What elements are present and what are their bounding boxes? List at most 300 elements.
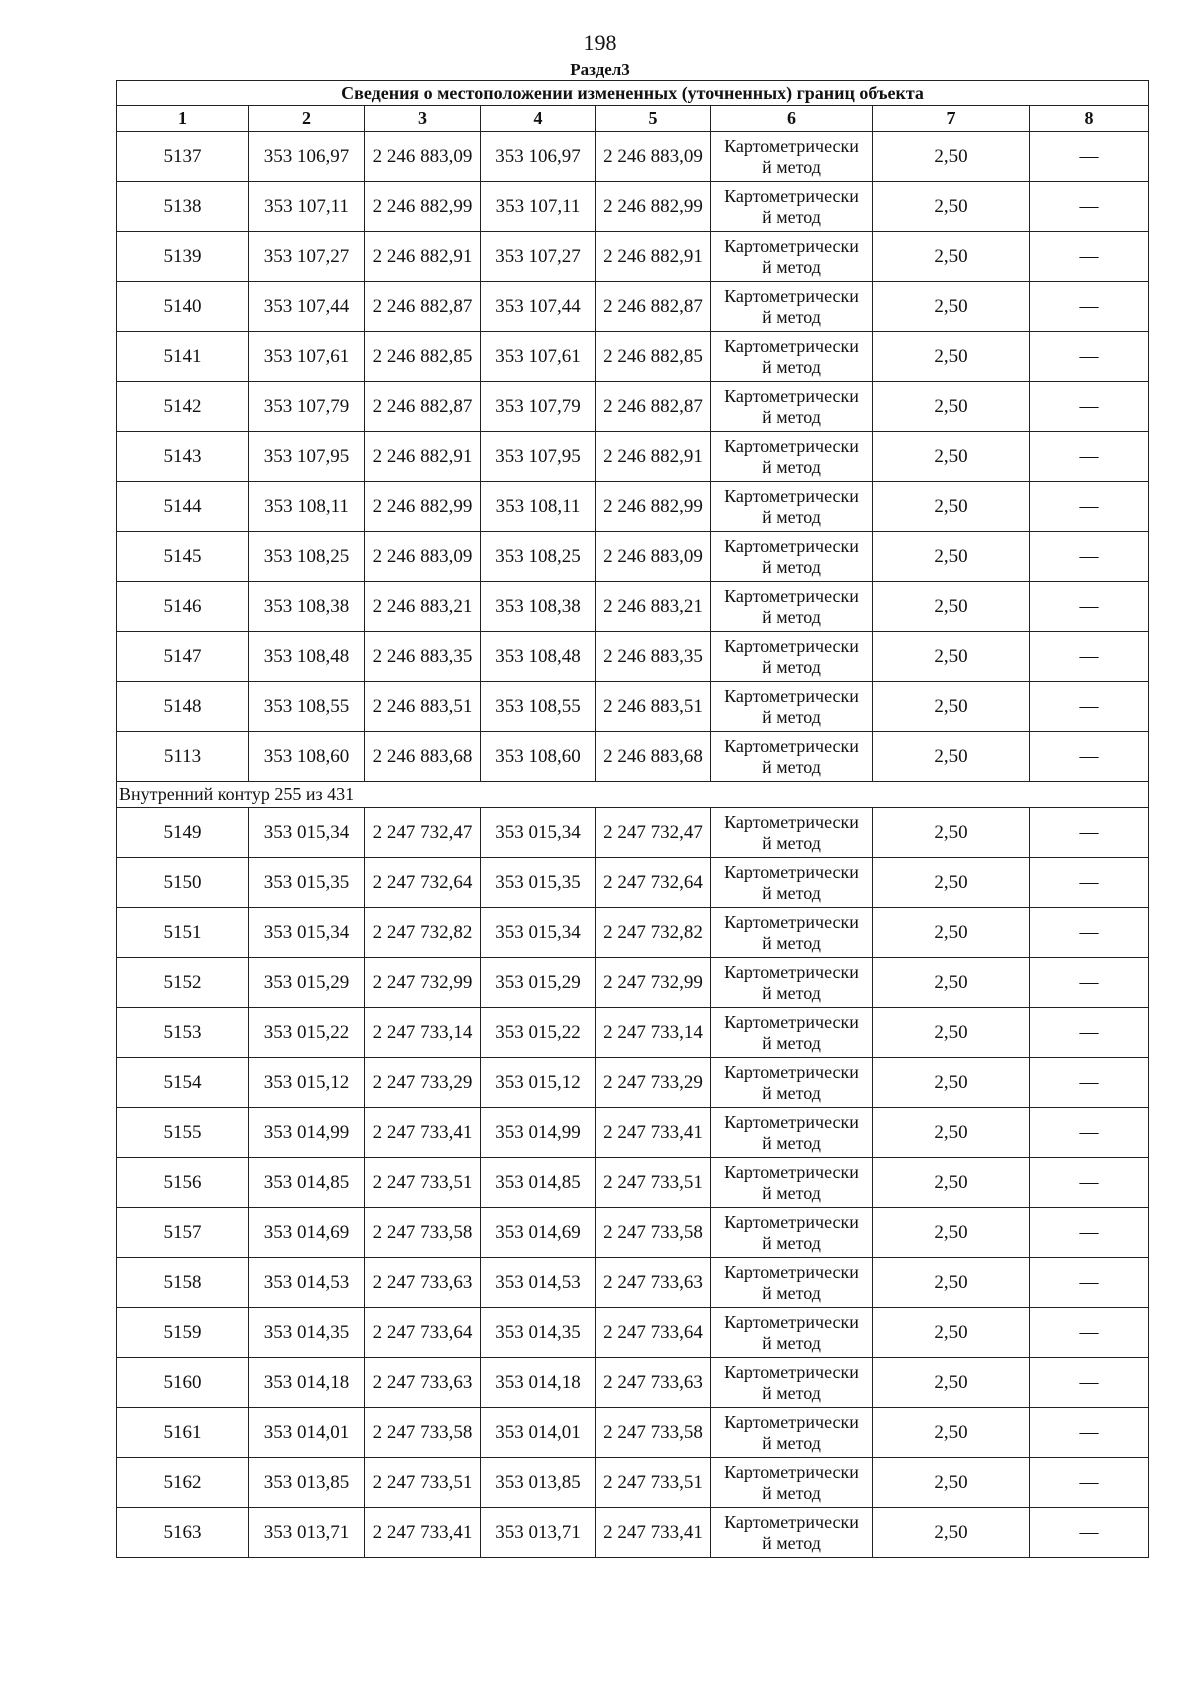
accuracy-cell: 2,50 xyxy=(873,682,1030,732)
method-line-1: Картометрически xyxy=(724,535,859,556)
accuracy-cell: 2,50 xyxy=(873,482,1030,532)
method-line-1: Картометрически xyxy=(724,1511,859,1532)
y-coordinate-refined-cell: 2 246 883,51 xyxy=(596,682,711,732)
accuracy-cell: 2,50 xyxy=(873,182,1030,232)
note-cell: — xyxy=(1030,1308,1149,1358)
y-coordinate-cell: 2 246 882,91 xyxy=(365,432,481,482)
table-body xyxy=(117,81,1149,1558)
y-coordinate-refined-cell: 2 247 733,41 xyxy=(596,1108,711,1158)
y-coordinate-cell: 2 246 882,87 xyxy=(365,382,481,432)
accuracy-cell: 2,50 xyxy=(873,332,1030,382)
accuracy-cell: 2,50 xyxy=(873,808,1030,858)
page-number: 198 xyxy=(583,30,617,55)
x-coordinate-cell: 353 108,11 xyxy=(249,482,365,532)
method-line-2: й метод xyxy=(762,406,821,427)
x-coordinate-cell: 353 015,29 xyxy=(249,958,365,1008)
x-coordinate-cell: 353 014,01 xyxy=(249,1408,365,1458)
accuracy-cell: 2,50 xyxy=(873,1458,1030,1508)
y-coordinate-refined-cell: 2 246 883,68 xyxy=(596,732,711,782)
section-label: Раздел3 xyxy=(570,60,630,79)
point-number-cell: 5149 xyxy=(117,808,249,858)
method-line-2: й метод xyxy=(762,1082,821,1103)
method-line-2: й метод xyxy=(762,206,821,227)
table-row xyxy=(117,532,1149,582)
method-cell xyxy=(711,1408,873,1458)
note-cell: — xyxy=(1030,1158,1149,1208)
accuracy-cell: 2,50 xyxy=(873,432,1030,482)
x-coordinate-refined-cell: 353 015,12 xyxy=(481,1058,596,1108)
accuracy-cell: 2,50 xyxy=(873,632,1030,682)
y-coordinate-cell: 2 247 733,51 xyxy=(365,1158,481,1208)
point-number-cell: 5150 xyxy=(117,858,249,908)
accuracy-cell: 2,50 xyxy=(873,382,1030,432)
table-row xyxy=(117,1308,1149,1358)
y-coordinate-cell: 2 247 732,99 xyxy=(365,958,481,1008)
accuracy-cell: 2,50 xyxy=(873,1308,1030,1358)
accuracy-cell: 2,50 xyxy=(873,858,1030,908)
note-cell: — xyxy=(1030,182,1149,232)
note-cell: — xyxy=(1030,1258,1149,1308)
y-coordinate-refined-cell: 2 247 733,64 xyxy=(596,1308,711,1358)
y-coordinate-cell: 2 246 883,21 xyxy=(365,582,481,632)
x-coordinate-cell: 353 108,55 xyxy=(249,682,365,732)
method-cell xyxy=(711,1358,873,1408)
x-coordinate-cell: 353 107,11 xyxy=(249,182,365,232)
x-coordinate-refined-cell: 353 107,44 xyxy=(481,282,596,332)
method-line-1: Картометрически xyxy=(724,435,859,456)
x-coordinate-cell: 353 107,27 xyxy=(249,232,365,282)
note-cell: — xyxy=(1030,1008,1149,1058)
method-line-2: й метод xyxy=(762,1332,821,1353)
y-coordinate-cell: 2 246 882,87 xyxy=(365,282,481,332)
x-coordinate-cell: 353 014,53 xyxy=(249,1258,365,1308)
column-number: 7 xyxy=(873,106,1030,132)
x-coordinate-cell: 353 014,85 xyxy=(249,1158,365,1208)
boundary-coordinates-table xyxy=(116,80,1149,1558)
accuracy-cell: 2,50 xyxy=(873,908,1030,958)
x-coordinate-refined-cell: 353 014,01 xyxy=(481,1408,596,1458)
method-line-1: Картометрически xyxy=(724,1461,859,1482)
method-line-2: й метод xyxy=(762,356,821,377)
point-number-cell: 5161 xyxy=(117,1408,249,1458)
method-line-1: Картометрически xyxy=(724,811,859,832)
note-cell: — xyxy=(1030,1358,1149,1408)
point-number-cell: 5142 xyxy=(117,382,249,432)
contour-header-row xyxy=(117,782,1149,808)
method-line-1: Картометрически xyxy=(724,735,859,756)
method-line-1: Картометрически xyxy=(724,335,859,356)
x-coordinate-cell: 353 107,95 xyxy=(249,432,365,482)
note-cell: — xyxy=(1030,482,1149,532)
method-line-2: й метод xyxy=(762,1232,821,1253)
method-line-1: Картометрически xyxy=(724,961,859,982)
accuracy-cell: 2,50 xyxy=(873,1258,1030,1308)
method-line-1: Картометрически xyxy=(724,285,859,306)
accuracy-cell: 2,50 xyxy=(873,1508,1030,1558)
accuracy-cell: 2,50 xyxy=(873,1358,1030,1408)
x-coordinate-cell: 353 108,60 xyxy=(249,732,365,782)
method-cell xyxy=(711,432,873,482)
y-coordinate-refined-cell: 2 247 733,63 xyxy=(596,1358,711,1408)
method-line-2: й метод xyxy=(762,882,821,903)
y-coordinate-refined-cell: 2 246 882,85 xyxy=(596,332,711,382)
x-coordinate-cell: 353 108,48 xyxy=(249,632,365,682)
accuracy-cell: 2,50 xyxy=(873,958,1030,1008)
x-coordinate-refined-cell: 353 015,34 xyxy=(481,908,596,958)
method-line-2: й метод xyxy=(762,556,821,577)
method-line-2: й метод xyxy=(762,656,821,677)
y-coordinate-cell: 2 247 733,63 xyxy=(365,1258,481,1308)
method-cell xyxy=(711,232,873,282)
table-row xyxy=(117,482,1149,532)
method-cell xyxy=(711,1458,873,1508)
note-cell: — xyxy=(1030,132,1149,182)
method-cell xyxy=(711,1058,873,1108)
method-line-2: й метод xyxy=(762,156,821,177)
accuracy-cell: 2,50 xyxy=(873,532,1030,582)
x-coordinate-cell: 353 015,35 xyxy=(249,858,365,908)
y-coordinate-cell: 2 247 733,63 xyxy=(365,1358,481,1408)
column-number: 8 xyxy=(1030,106,1149,132)
method-cell xyxy=(711,532,873,582)
y-coordinate-refined-cell: 2 247 732,47 xyxy=(596,808,711,858)
x-coordinate-cell: 353 014,69 xyxy=(249,1208,365,1258)
y-coordinate-refined-cell: 2 247 733,14 xyxy=(596,1008,711,1058)
x-coordinate-cell: 353 013,85 xyxy=(249,1458,365,1508)
method-line-2: й метод xyxy=(762,1432,821,1453)
point-number-cell: 5159 xyxy=(117,1308,249,1358)
method-line-1: Картометрически xyxy=(724,1061,859,1082)
point-number-cell: 5160 xyxy=(117,1358,249,1408)
table-caption-row xyxy=(117,81,1149,106)
method-line-1: Картометрически xyxy=(724,385,859,406)
note-cell: — xyxy=(1030,958,1149,1008)
table-row xyxy=(117,1008,1149,1058)
table-row xyxy=(117,1058,1149,1108)
note-cell: — xyxy=(1030,682,1149,732)
accuracy-cell: 2,50 xyxy=(873,1058,1030,1108)
method-cell xyxy=(711,632,873,682)
method-line-2: й метод xyxy=(762,1482,821,1503)
table-row xyxy=(117,858,1149,908)
y-coordinate-cell: 2 247 732,82 xyxy=(365,908,481,958)
point-number-cell: 5158 xyxy=(117,1258,249,1308)
note-cell: — xyxy=(1030,1058,1149,1108)
y-coordinate-cell: 2 246 883,51 xyxy=(365,682,481,732)
table-row xyxy=(117,1458,1149,1508)
column-number: 4 xyxy=(481,106,596,132)
table-row xyxy=(117,732,1149,782)
point-number-cell: 5148 xyxy=(117,682,249,732)
point-number-cell: 5163 xyxy=(117,1508,249,1558)
method-cell xyxy=(711,132,873,182)
note-cell: — xyxy=(1030,632,1149,682)
x-coordinate-cell: 353 014,35 xyxy=(249,1308,365,1358)
note-cell: — xyxy=(1030,232,1149,282)
x-coordinate-cell: 353 107,61 xyxy=(249,332,365,382)
method-line-2: й метод xyxy=(762,982,821,1003)
method-cell xyxy=(711,808,873,858)
y-coordinate-refined-cell: 2 247 732,82 xyxy=(596,908,711,958)
x-coordinate-refined-cell: 353 108,60 xyxy=(481,732,596,782)
x-coordinate-refined-cell: 353 013,71 xyxy=(481,1508,596,1558)
note-cell: — xyxy=(1030,582,1149,632)
y-coordinate-cell: 2 246 883,09 xyxy=(365,132,481,182)
accuracy-cell: 2,50 xyxy=(873,232,1030,282)
x-coordinate-cell: 353 014,18 xyxy=(249,1358,365,1408)
x-coordinate-refined-cell: 353 014,53 xyxy=(481,1258,596,1308)
point-number-cell: 5147 xyxy=(117,632,249,682)
accuracy-cell: 2,50 xyxy=(873,1008,1030,1058)
table-row xyxy=(117,382,1149,432)
point-number-cell: 5137 xyxy=(117,132,249,182)
y-coordinate-cell: 2 247 732,64 xyxy=(365,858,481,908)
method-cell xyxy=(711,182,873,232)
note-cell: — xyxy=(1030,382,1149,432)
method-cell xyxy=(711,1308,873,1358)
y-coordinate-refined-cell: 2 246 883,09 xyxy=(596,532,711,582)
point-number-cell: 5140 xyxy=(117,282,249,332)
y-coordinate-cell: 2 247 732,47 xyxy=(365,808,481,858)
note-cell: — xyxy=(1030,332,1149,382)
method-cell xyxy=(711,908,873,958)
point-number-cell: 5151 xyxy=(117,908,249,958)
y-coordinate-refined-cell: 2 247 733,63 xyxy=(596,1258,711,1308)
accuracy-cell: 2,50 xyxy=(873,1208,1030,1258)
note-cell: — xyxy=(1030,1108,1149,1158)
y-coordinate-cell: 2 247 733,58 xyxy=(365,1408,481,1458)
method-line-2: й метод xyxy=(762,1282,821,1303)
y-coordinate-cell: 2 246 882,91 xyxy=(365,232,481,282)
note-cell: — xyxy=(1030,432,1149,482)
method-line-1: Картометрически xyxy=(724,861,859,882)
y-coordinate-refined-cell: 2 246 882,91 xyxy=(596,232,711,282)
x-coordinate-cell: 353 108,25 xyxy=(249,532,365,582)
method-line-2: й метод xyxy=(762,706,821,727)
method-line-1: Картометрически xyxy=(724,1411,859,1432)
note-cell: — xyxy=(1030,808,1149,858)
table-row xyxy=(117,332,1149,382)
x-coordinate-refined-cell: 353 107,61 xyxy=(481,332,596,382)
method-cell xyxy=(711,482,873,532)
method-cell xyxy=(711,1008,873,1058)
column-number: 5 xyxy=(596,106,711,132)
point-number-cell: 5155 xyxy=(117,1108,249,1158)
method-cell xyxy=(711,958,873,1008)
method-line-1: Картометрически xyxy=(724,635,859,656)
column-number: 2 xyxy=(249,106,365,132)
accuracy-cell: 2,50 xyxy=(873,1158,1030,1208)
table-row xyxy=(117,1358,1149,1408)
x-coordinate-refined-cell: 353 014,85 xyxy=(481,1158,596,1208)
accuracy-cell: 2,50 xyxy=(873,132,1030,182)
method-cell xyxy=(711,1508,873,1558)
x-coordinate-cell: 353 108,38 xyxy=(249,582,365,632)
method-line-1: Картометрически xyxy=(724,235,859,256)
x-coordinate-refined-cell: 353 013,85 xyxy=(481,1458,596,1508)
x-coordinate-refined-cell: 353 108,48 xyxy=(481,632,596,682)
x-coordinate-cell: 353 015,22 xyxy=(249,1008,365,1058)
table-row xyxy=(117,908,1149,958)
method-line-2: й метод xyxy=(762,506,821,527)
method-line-2: й метод xyxy=(762,1132,821,1153)
table-row xyxy=(117,1408,1149,1458)
table-row xyxy=(117,582,1149,632)
method-line-1: Картометрически xyxy=(724,1261,859,1282)
y-coordinate-refined-cell: 2 247 733,51 xyxy=(596,1158,711,1208)
method-cell xyxy=(711,382,873,432)
method-line-2: й метод xyxy=(762,456,821,477)
accuracy-cell: 2,50 xyxy=(873,582,1030,632)
y-coordinate-cell: 2 246 883,35 xyxy=(365,632,481,682)
y-coordinate-refined-cell: 2 246 883,09 xyxy=(596,132,711,182)
table-row xyxy=(117,1208,1149,1258)
note-cell: — xyxy=(1030,908,1149,958)
note-cell: — xyxy=(1030,1458,1149,1508)
y-coordinate-cell: 2 247 733,64 xyxy=(365,1308,481,1358)
point-number-cell: 5156 xyxy=(117,1158,249,1208)
point-number-cell: 5146 xyxy=(117,582,249,632)
point-number-cell: 5143 xyxy=(117,432,249,482)
point-number-cell: 5152 xyxy=(117,958,249,1008)
y-coordinate-cell: 2 247 733,29 xyxy=(365,1058,481,1108)
method-line-1: Картометрически xyxy=(724,135,859,156)
method-cell xyxy=(711,732,873,782)
method-cell xyxy=(711,1108,873,1158)
y-coordinate-cell: 2 247 733,58 xyxy=(365,1208,481,1258)
note-cell: — xyxy=(1030,1508,1149,1558)
y-coordinate-refined-cell: 2 247 733,41 xyxy=(596,1508,711,1558)
accuracy-cell: 2,50 xyxy=(873,1108,1030,1158)
y-coordinate-refined-cell: 2 247 732,99 xyxy=(596,958,711,1008)
x-coordinate-refined-cell: 353 014,35 xyxy=(481,1308,596,1358)
y-coordinate-refined-cell: 2 246 882,87 xyxy=(596,382,711,432)
column-number-row xyxy=(117,106,1149,132)
point-number-cell: 5113 xyxy=(117,732,249,782)
x-coordinate-refined-cell: 353 015,34 xyxy=(481,808,596,858)
y-coordinate-refined-cell: 2 247 733,51 xyxy=(596,1458,711,1508)
accuracy-cell: 2,50 xyxy=(873,282,1030,332)
table-row xyxy=(117,1108,1149,1158)
table-row xyxy=(117,1158,1149,1208)
method-cell xyxy=(711,1258,873,1308)
method-line-2: й метод xyxy=(762,832,821,853)
table-row xyxy=(117,282,1149,332)
point-number-cell: 5157 xyxy=(117,1208,249,1258)
note-cell: — xyxy=(1030,282,1149,332)
x-coordinate-refined-cell: 353 108,25 xyxy=(481,532,596,582)
x-coordinate-refined-cell: 353 014,18 xyxy=(481,1358,596,1408)
y-coordinate-cell: 2 247 733,51 xyxy=(365,1458,481,1508)
y-coordinate-cell: 2 247 733,41 xyxy=(365,1108,481,1158)
y-coordinate-cell: 2 246 882,99 xyxy=(365,482,481,532)
note-cell: — xyxy=(1030,532,1149,582)
method-cell xyxy=(711,1158,873,1208)
x-coordinate-cell: 353 013,71 xyxy=(249,1508,365,1558)
x-coordinate-cell: 353 015,34 xyxy=(249,908,365,958)
method-line-2: й метод xyxy=(762,1182,821,1203)
point-number-cell: 5154 xyxy=(117,1058,249,1108)
method-line-1: Картометрически xyxy=(724,1161,859,1182)
y-coordinate-refined-cell: 2 247 732,64 xyxy=(596,858,711,908)
point-number-cell: 5141 xyxy=(117,332,249,382)
x-coordinate-cell: 353 107,79 xyxy=(249,382,365,432)
y-coordinate-cell: 2 246 883,68 xyxy=(365,732,481,782)
column-number: 6 xyxy=(711,106,873,132)
method-line-1: Картометрически xyxy=(724,185,859,206)
table-row xyxy=(117,1258,1149,1308)
method-line-1: Картометрически xyxy=(724,911,859,932)
method-line-2: й метод xyxy=(762,1382,821,1403)
method-line-2: й метод xyxy=(762,756,821,777)
accuracy-cell: 2,50 xyxy=(873,1408,1030,1458)
y-coordinate-refined-cell: 2 246 883,21 xyxy=(596,582,711,632)
method-cell xyxy=(711,332,873,382)
table-row xyxy=(117,808,1149,858)
column-number: 1 xyxy=(117,106,249,132)
method-cell xyxy=(711,858,873,908)
x-coordinate-refined-cell: 353 015,35 xyxy=(481,858,596,908)
table-row xyxy=(117,182,1149,232)
method-line-2: й метод xyxy=(762,256,821,277)
method-line-1: Картометрически xyxy=(724,1311,859,1332)
y-coordinate-refined-cell: 2 246 883,35 xyxy=(596,632,711,682)
method-line-1: Картометрически xyxy=(724,685,859,706)
x-coordinate-refined-cell: 353 015,29 xyxy=(481,958,596,1008)
note-cell: — xyxy=(1030,1208,1149,1258)
y-coordinate-cell: 2 247 733,14 xyxy=(365,1008,481,1058)
y-coordinate-refined-cell: 2 246 882,99 xyxy=(596,182,711,232)
note-cell: — xyxy=(1030,732,1149,782)
method-line-2: й метод xyxy=(762,606,821,627)
point-number-cell: 5153 xyxy=(117,1008,249,1058)
x-coordinate-refined-cell: 353 106,97 xyxy=(481,132,596,182)
x-coordinate-refined-cell: 353 107,27 xyxy=(481,232,596,282)
x-coordinate-cell: 353 107,44 xyxy=(249,282,365,332)
x-coordinate-refined-cell: 353 107,79 xyxy=(481,382,596,432)
point-number-cell: 5139 xyxy=(117,232,249,282)
method-line-1: Картометрически xyxy=(724,1361,859,1382)
y-coordinate-refined-cell: 2 247 733,58 xyxy=(596,1408,711,1458)
x-coordinate-refined-cell: 353 014,99 xyxy=(481,1108,596,1158)
method-cell xyxy=(711,282,873,332)
method-line-1: Картометрически xyxy=(724,1111,859,1132)
method-line-1: Картометрически xyxy=(724,485,859,506)
x-coordinate-refined-cell: 353 108,11 xyxy=(481,482,596,532)
method-line-2: й метод xyxy=(762,306,821,327)
note-cell: — xyxy=(1030,858,1149,908)
y-coordinate-cell: 2 246 882,85 xyxy=(365,332,481,382)
method-cell xyxy=(711,1208,873,1258)
table-row xyxy=(117,682,1149,732)
method-cell xyxy=(711,682,873,732)
x-coordinate-refined-cell: 353 108,38 xyxy=(481,582,596,632)
method-line-1: Картометрически xyxy=(724,585,859,606)
method-line-2: й метод xyxy=(762,1532,821,1553)
method-line-2: й метод xyxy=(762,1032,821,1053)
y-coordinate-cell: 2 247 733,41 xyxy=(365,1508,481,1558)
point-number-cell: 5138 xyxy=(117,182,249,232)
table-row xyxy=(117,632,1149,682)
y-coordinate-refined-cell: 2 246 882,87 xyxy=(596,282,711,332)
table-caption: Сведения о местоположении измененных (уточненных) границ объекта xyxy=(117,81,1149,106)
x-coordinate-cell: 353 014,99 xyxy=(249,1108,365,1158)
method-line-2: й метод xyxy=(762,932,821,953)
y-coordinate-refined-cell: 2 247 733,58 xyxy=(596,1208,711,1258)
point-number-cell: 5145 xyxy=(117,532,249,582)
column-number: 3 xyxy=(365,106,481,132)
x-coordinate-cell: 353 015,12 xyxy=(249,1058,365,1108)
